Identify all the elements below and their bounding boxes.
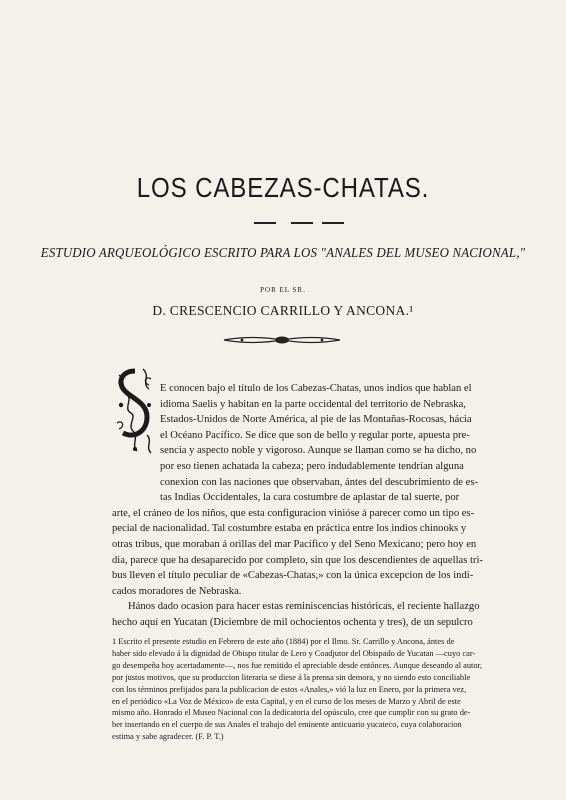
- footnote-separator: [112, 630, 526, 632]
- body-line: pecial de nacionalidad. Tal costumbre estaba en práctica entre los indios chinooks y: [112, 523, 467, 535]
- body-line: arte, el cráneo de los niños, que esta configuracion vinióse á parecer como un tipo es-: [112, 507, 475, 519]
- author-name: D. CRESCENCIO CARRILLO Y ANCONA.¹: [152, 303, 414, 318]
- footnote-line: 1 Escrito el presente estudio en Febrero de este año (1884) por el Ilmo. Sr. Carrillo y Ancona, ántes de: [112, 637, 455, 646]
- body-line: hecho aquí en Yucatan (Diciembre de mil ochocientos ochenta y tres), de un sepulcro: [112, 616, 473, 628]
- body-line: por eso tienen achatada la cabeza; pero indudablemente tendrían alguna: [160, 460, 464, 472]
- footnote-line: en el periódico «La Voz de México» de esta Capital, y en el curso de los meses de Marzo y Abril de este: [112, 696, 461, 706]
- body-line: E conocen bajo el título de los Cabezas-Chatas, unos indios que hablan el: [160, 383, 472, 394]
- article-body: [112, 381, 526, 631]
- footnote-line: ber insertando en el cuerpo de sus Anales el trabajo del eminente anticuario yucateco, cuya colaboracion: [112, 720, 462, 730]
- footnote-line: mismo año. Honrado el Museo Nacional con la dedicatoria del opúsculo, cree que cumplir con su grato de-: [112, 708, 471, 718]
- body-line: otras tribus, que moraban á orillas del mar Pacífico y del Seno Mexicano; pero hoy en: [112, 538, 477, 550]
- body-line: cados moradores de Nebraska.: [112, 585, 242, 597]
- body-line: Hános dado ocasion para hacer estas reminiscencias históricas, el reciente hallazgo: [128, 601, 480, 613]
- body-line: conexion con las naciones que observaban, ántes del descubrimiento de es-: [160, 476, 478, 488]
- body-line: tas Indias Occidentales, la cara costumbre de aplastar de tal suerte, por: [160, 492, 460, 504]
- title-separator: [0, 222, 566, 226]
- ornament-divider-icon: [222, 333, 342, 347]
- footnote-line: haber sido elevado á la dignidad de Obispo titular de Lero y Coadjutor del Obispado de Yucatan —cuyo car-: [112, 648, 476, 658]
- footnote: [112, 636, 526, 743]
- footnote-line: go desempeña hoy acertadamente—, nos fue remitido el apreciable desde entónces. Aunque deseando al autor,: [112, 660, 483, 670]
- footnote-line: por justos motivos, que su produccion literaria se diese á la prensa sin demora, y no siendo esto conciliable: [112, 672, 471, 682]
- body-line: bus lleven el título peculiar de «Cabezas-Chatas,» con la única excepcion de los indi-: [112, 570, 474, 582]
- footnote-line: estima y sabe agradecer. (F. P. T.): [112, 732, 224, 742]
- byline-prefix: POR EL SR.: [260, 286, 306, 294]
- body-line: sencia y aspecto noble y vigoroso. Aunque se llaman como se ha dicho, no: [160, 445, 477, 457]
- body-line: dia, parece que ha desaparecido por completo, sin que los descendientes de aquellas tri-: [112, 554, 483, 566]
- footnote-line: con los términos prefijados para la publicacion de estos «Anales,» vió la luz en Enero, por la primera vez,: [112, 684, 467, 694]
- body-line: idioma Saelis y habitan en la parte occidental del territorio de Nebraska,: [160, 398, 466, 410]
- body-line: el Océano Pacífico. Se dice que son de bello y regular porte, apuesta pre-: [160, 429, 470, 441]
- page-title: LOS CABEZAS-CHATAS.: [136, 172, 430, 203]
- subtitle: ESTUDIO ARQUEOLÓGICO ESCRITO PARA LOS "ANALES DEL MUSEO NACIONAL,": [40, 246, 526, 261]
- body-line: Estados-Unidos de Norte América, al pie de las Montañas-Rocosas, hácia: [160, 414, 472, 426]
